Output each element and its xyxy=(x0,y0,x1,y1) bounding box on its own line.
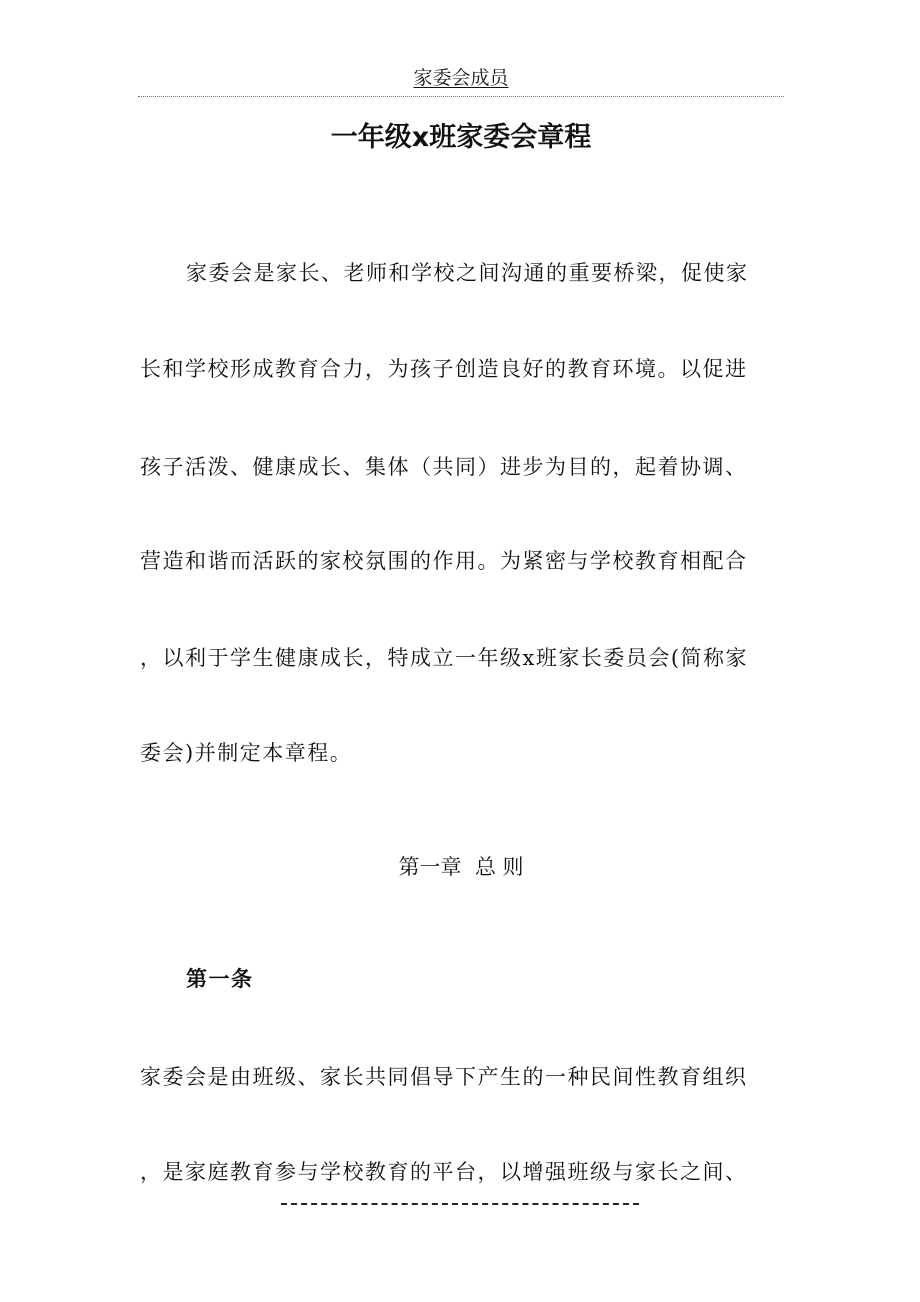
header-divider xyxy=(138,96,784,97)
intro-line-3: 孩子活泼、健康成长、集体（共同）进步为目的，起着协调、 xyxy=(140,455,748,479)
article-line-2: ，是家庭教育参与学校教育的平台，以增强班级与家长之间、 xyxy=(140,1160,748,1184)
document-title: 一年级x班家委会章程 xyxy=(330,122,592,153)
intro-line-2: 长和学校形成教育合力，为孩子创造良好的教育环境。以促进 xyxy=(140,357,748,381)
chapter-heading: 第一章 总 则 xyxy=(398,855,524,879)
page-header xyxy=(138,64,784,92)
intro-line-1: 家委会是家长、老师和学校之间沟通的重要桥梁，促使家 xyxy=(186,261,749,285)
article-line-1: 家委会是由班级、家长共同倡导下产生的一种民间性教育组织 xyxy=(140,1065,748,1089)
intro-line-4: 营造和谐而活跃的家校氛围的作用。为紧密与学校教育相配合 xyxy=(140,549,748,573)
intro-line-5: ，以利于学生健康成长，特成立一年级x班家长委员会(简称家 xyxy=(140,646,749,670)
footer-divider xyxy=(281,1203,639,1205)
article-heading: 第一条 xyxy=(186,966,254,991)
header-text: 家委会成员 xyxy=(413,67,509,89)
intro-line-6: 委会)并制定本章程。 xyxy=(140,741,353,765)
